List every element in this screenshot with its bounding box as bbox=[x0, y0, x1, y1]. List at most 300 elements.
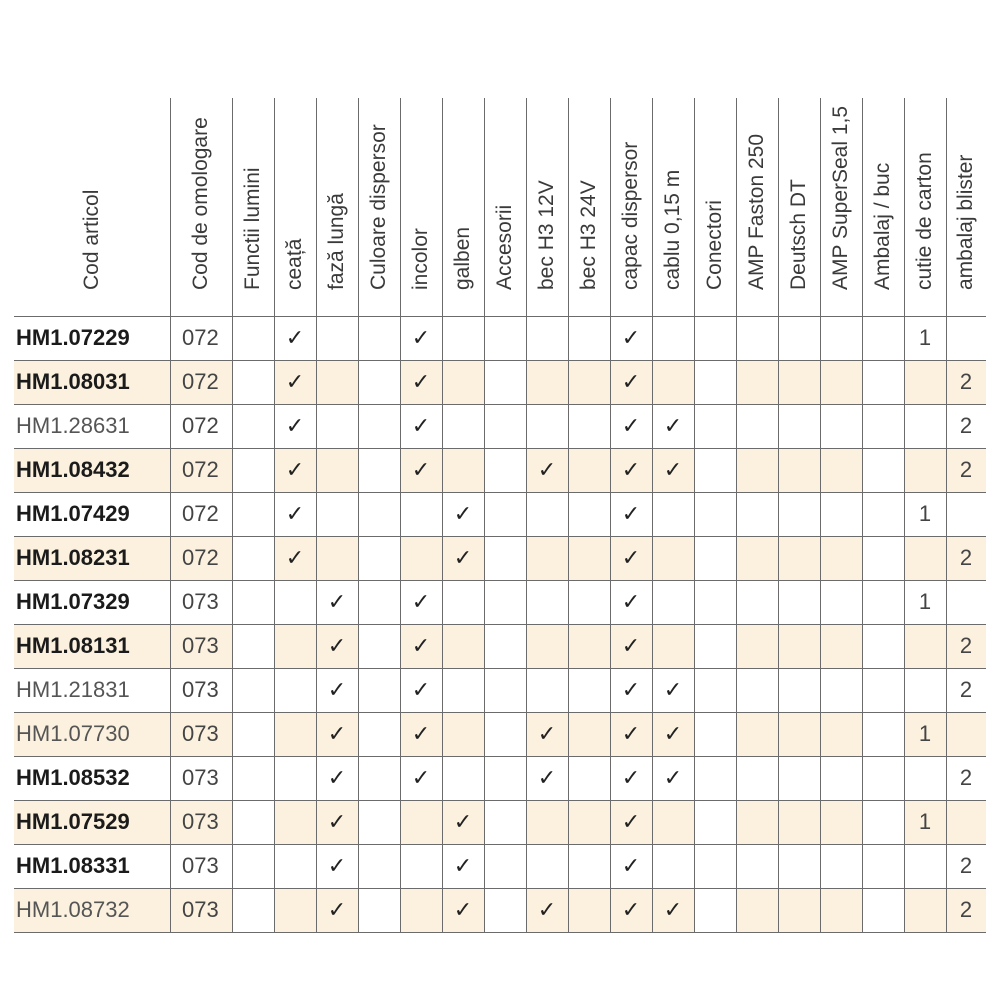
cod-omologare-cell: 072 bbox=[182, 501, 219, 526]
group-separator-cell bbox=[862, 448, 904, 492]
empty-cell bbox=[820, 448, 862, 492]
checkmark-icon: ✓ bbox=[285, 457, 305, 483]
column-divider bbox=[694, 98, 695, 932]
incolor-cell bbox=[400, 800, 442, 844]
incolor-cell bbox=[400, 404, 442, 448]
header-deutsch-label: Deutsch DT bbox=[787, 179, 810, 290]
group-separator-cell bbox=[358, 756, 400, 800]
group-separator-cell bbox=[862, 756, 904, 800]
incolor-cell bbox=[400, 580, 442, 624]
checkmark-icon: ✓ bbox=[621, 501, 641, 527]
header-bec-h3-12v-label: bec H3 12V bbox=[535, 180, 558, 290]
bec24-cell bbox=[568, 756, 610, 800]
incolor-cell bbox=[400, 668, 442, 712]
group-separator-cell bbox=[862, 668, 904, 712]
group-separator-cell bbox=[484, 800, 526, 844]
column-divider bbox=[400, 98, 401, 932]
group-separator-cell bbox=[862, 624, 904, 668]
header-culoare-dispersor-label: Culoare dispersor bbox=[367, 124, 390, 290]
cutie-qty-cell: 1 bbox=[904, 712, 946, 756]
cod-omologare-cell: 072 bbox=[182, 325, 219, 350]
empty-cell bbox=[778, 800, 820, 844]
checkmark-icon: ✓ bbox=[327, 765, 347, 791]
group-separator-cell bbox=[232, 404, 274, 448]
capac-cell bbox=[610, 844, 652, 888]
header-ceata bbox=[274, 98, 316, 316]
cod-omologare-cell: 073 bbox=[182, 853, 219, 878]
capac-cell bbox=[610, 536, 652, 580]
cod-articol-cell: HM1.28631 bbox=[16, 413, 130, 438]
cablu-cell bbox=[652, 668, 694, 712]
bec12-cell bbox=[526, 316, 568, 360]
checkmark-icon: ✓ bbox=[411, 765, 431, 791]
group-separator-cell bbox=[484, 492, 526, 536]
header-deutsch bbox=[778, 98, 820, 316]
blister-qty-cell: 2 bbox=[959, 765, 973, 790]
column-divider bbox=[904, 98, 905, 932]
capac-cell bbox=[610, 800, 652, 844]
checkmark-icon: ✓ bbox=[537, 457, 557, 483]
cutie-qty-cell bbox=[904, 360, 946, 404]
ceata-cell bbox=[274, 844, 316, 888]
faza-cell bbox=[316, 624, 358, 668]
empty-cell bbox=[736, 844, 778, 888]
capac-cell bbox=[610, 316, 652, 360]
blister-qty-cell: 2 bbox=[946, 360, 986, 404]
group-separator-cell bbox=[694, 668, 736, 712]
group-separator-cell bbox=[862, 580, 904, 624]
group-separator-cell bbox=[232, 316, 274, 360]
table-row bbox=[14, 888, 986, 932]
checkmark-icon: ✓ bbox=[621, 325, 641, 351]
empty-cell bbox=[778, 448, 820, 492]
group-separator-cell bbox=[358, 888, 400, 932]
header-galben bbox=[442, 98, 484, 316]
group-separator-cell bbox=[694, 448, 736, 492]
checkmark-icon: ✓ bbox=[453, 501, 473, 527]
bec24-cell bbox=[568, 404, 610, 448]
header-cablu bbox=[652, 98, 694, 316]
cutie-qty-cell bbox=[904, 624, 946, 668]
capac-cell bbox=[610, 756, 652, 800]
ceata-cell bbox=[274, 448, 316, 492]
header-incolor bbox=[400, 98, 442, 316]
empty-cell bbox=[736, 800, 778, 844]
row-divider bbox=[14, 492, 986, 493]
table-row bbox=[14, 316, 986, 360]
column-divider bbox=[484, 98, 485, 932]
empty-cell bbox=[820, 756, 862, 800]
empty-cell bbox=[778, 316, 820, 360]
empty-cell bbox=[778, 580, 820, 624]
incolor-cell bbox=[400, 624, 442, 668]
row-divider bbox=[14, 448, 986, 449]
checkmark-icon: ✓ bbox=[537, 721, 557, 747]
faza-cell bbox=[316, 888, 358, 932]
header-faza-lunga-label: fază lungă bbox=[325, 193, 348, 290]
faza-cell bbox=[316, 360, 358, 404]
empty-cell bbox=[778, 536, 820, 580]
bec12-cell bbox=[526, 712, 568, 756]
column-divider bbox=[568, 98, 569, 932]
group-separator-cell bbox=[232, 712, 274, 756]
checkmark-icon: ✓ bbox=[621, 369, 641, 395]
group-separator-cell bbox=[694, 844, 736, 888]
ceata-cell bbox=[274, 316, 316, 360]
table-row bbox=[14, 580, 986, 624]
galben-cell bbox=[442, 492, 484, 536]
group-separator-cell bbox=[484, 580, 526, 624]
column-divider bbox=[610, 98, 611, 932]
header-bec-h3-24v bbox=[568, 98, 610, 316]
checkmark-icon: ✓ bbox=[285, 369, 305, 395]
table-row bbox=[14, 360, 986, 404]
faza-cell bbox=[316, 404, 358, 448]
cablu-cell bbox=[652, 360, 694, 404]
group-separator-cell bbox=[862, 888, 904, 932]
group-separator-cell bbox=[484, 712, 526, 756]
bec24-cell bbox=[568, 316, 610, 360]
group-separator-cell bbox=[232, 360, 274, 404]
cod-articol-cell: HM1.08031 bbox=[14, 360, 170, 404]
group-separator-cell bbox=[694, 316, 736, 360]
empty-cell bbox=[820, 404, 862, 448]
galben-cell bbox=[442, 624, 484, 668]
bec12-cell bbox=[526, 536, 568, 580]
group-separator-cell bbox=[484, 756, 526, 800]
empty-cell bbox=[736, 492, 778, 536]
group-separator-cell bbox=[694, 360, 736, 404]
galben-cell bbox=[442, 756, 484, 800]
cablu-cell bbox=[652, 712, 694, 756]
faza-cell bbox=[316, 536, 358, 580]
blister-qty-cell: 2 bbox=[946, 624, 986, 668]
cutie-qty-cell bbox=[904, 448, 946, 492]
cod-articol-cell: HM1.21831 bbox=[16, 677, 130, 702]
cod-omologare-cell: 072 bbox=[170, 360, 232, 404]
checkmark-icon: ✓ bbox=[411, 589, 431, 615]
blister-qty-cell: 2 bbox=[959, 853, 973, 878]
cod-articol-cell: HM1.07229 bbox=[16, 325, 130, 350]
incolor-cell bbox=[400, 316, 442, 360]
table-row bbox=[14, 800, 986, 844]
cod-omologare-cell: 073 bbox=[170, 888, 232, 932]
checkmark-icon: ✓ bbox=[285, 413, 305, 439]
ceata-cell bbox=[274, 360, 316, 404]
faza-cell bbox=[316, 668, 358, 712]
checkmark-icon: ✓ bbox=[621, 677, 641, 703]
group-separator-cell bbox=[694, 580, 736, 624]
cod-omologare-cell: 073 bbox=[182, 589, 219, 614]
cutie-qty-cell: 1 bbox=[918, 325, 932, 350]
checkmark-icon: ✓ bbox=[621, 545, 641, 571]
empty-cell bbox=[778, 668, 820, 712]
group-separator-cell bbox=[232, 888, 274, 932]
blister-qty-cell bbox=[946, 580, 986, 624]
checkmark-icon: ✓ bbox=[411, 633, 431, 659]
capac-cell bbox=[610, 492, 652, 536]
group-separator-cell bbox=[484, 888, 526, 932]
group-separator-cell bbox=[862, 536, 904, 580]
group-separator-cell bbox=[232, 448, 274, 492]
checkmark-icon: ✓ bbox=[453, 897, 473, 923]
header-cutie-carton bbox=[904, 98, 946, 316]
header-amp-faston-label: AMP Faston 250 bbox=[745, 133, 768, 290]
group-separator-cell bbox=[694, 624, 736, 668]
column-divider bbox=[274, 98, 275, 932]
group-separator-cell bbox=[358, 668, 400, 712]
empty-cell bbox=[736, 756, 778, 800]
cablu-cell bbox=[652, 404, 694, 448]
cutie-qty-cell bbox=[904, 756, 946, 800]
checkmark-icon: ✓ bbox=[537, 897, 557, 923]
table-row bbox=[14, 712, 986, 756]
empty-cell bbox=[820, 492, 862, 536]
header-culoare-dispersor bbox=[358, 98, 400, 316]
cod-articol-cell: HM1.07329 bbox=[16, 589, 130, 614]
bec24-cell bbox=[568, 536, 610, 580]
group-separator-cell bbox=[484, 536, 526, 580]
table-row bbox=[14, 404, 986, 448]
row-divider bbox=[14, 316, 986, 317]
empty-cell bbox=[820, 844, 862, 888]
group-separator-cell bbox=[862, 360, 904, 404]
column-divider bbox=[946, 98, 947, 932]
bec24-cell bbox=[568, 448, 610, 492]
row-divider bbox=[14, 536, 986, 537]
checkmark-icon: ✓ bbox=[621, 809, 641, 835]
faza-cell bbox=[316, 448, 358, 492]
header-cod-articol-label: Cod articol bbox=[80, 189, 103, 290]
bec12-cell bbox=[526, 668, 568, 712]
galben-cell bbox=[442, 448, 484, 492]
checkmark-icon: ✓ bbox=[663, 897, 683, 923]
row-divider bbox=[14, 668, 986, 669]
row-divider bbox=[14, 932, 986, 933]
cod-omologare-cell: 072 bbox=[170, 536, 232, 580]
empty-cell bbox=[736, 404, 778, 448]
column-divider bbox=[736, 98, 737, 932]
empty-cell bbox=[778, 624, 820, 668]
incolor-cell bbox=[400, 492, 442, 536]
empty-cell bbox=[820, 536, 862, 580]
group-separator-cell bbox=[862, 844, 904, 888]
empty-cell bbox=[778, 492, 820, 536]
cod-omologare-cell: 073 bbox=[170, 624, 232, 668]
ceata-cell bbox=[274, 492, 316, 536]
checkmark-icon: ✓ bbox=[327, 633, 347, 659]
header-galben-label: galben bbox=[451, 226, 474, 290]
header-cablu-label: cablu 0,15 m bbox=[661, 169, 684, 290]
cod-omologare-cell: 073 bbox=[170, 712, 232, 756]
cod-omologare-cell: 072 bbox=[170, 448, 232, 492]
row-divider bbox=[14, 844, 986, 845]
header-accesorii bbox=[484, 98, 526, 316]
blister-qty-cell: 2 bbox=[946, 536, 986, 580]
incolor-cell bbox=[400, 448, 442, 492]
group-separator-cell bbox=[232, 536, 274, 580]
galben-cell bbox=[442, 536, 484, 580]
cod-omologare-cell: 073 bbox=[182, 677, 219, 702]
header-conectori-label: Conectori bbox=[703, 200, 726, 290]
table-row bbox=[14, 756, 986, 800]
checkmark-icon: ✓ bbox=[663, 721, 683, 747]
checkmark-icon: ✓ bbox=[327, 589, 347, 615]
faza-cell bbox=[316, 712, 358, 756]
incolor-cell bbox=[400, 756, 442, 800]
empty-cell bbox=[820, 316, 862, 360]
checkmark-icon: ✓ bbox=[537, 765, 557, 791]
empty-cell bbox=[778, 844, 820, 888]
bec24-cell bbox=[568, 580, 610, 624]
header-accesorii-label: Accesorii bbox=[493, 204, 516, 290]
faza-cell bbox=[316, 844, 358, 888]
galben-cell bbox=[442, 888, 484, 932]
group-separator-cell bbox=[694, 888, 736, 932]
cod-omologare-cell: 073 bbox=[182, 765, 219, 790]
incolor-cell bbox=[400, 536, 442, 580]
header-faza-lunga bbox=[316, 98, 358, 316]
faza-cell bbox=[316, 580, 358, 624]
faza-cell bbox=[316, 800, 358, 844]
checkmark-icon: ✓ bbox=[621, 721, 641, 747]
header-cod-omologare-label: Cod de omologare bbox=[189, 117, 212, 290]
bec24-cell bbox=[568, 624, 610, 668]
bec24-cell bbox=[568, 360, 610, 404]
empty-cell bbox=[736, 360, 778, 404]
capac-cell bbox=[610, 624, 652, 668]
ceata-cell bbox=[274, 404, 316, 448]
header-bec-h3-24v-label: bec H3 24V bbox=[577, 180, 600, 290]
cutie-qty-cell: 1 bbox=[918, 589, 932, 614]
empty-cell bbox=[820, 800, 862, 844]
capac-cell bbox=[610, 360, 652, 404]
cutie-qty-cell: 1 bbox=[904, 800, 946, 844]
group-separator-cell bbox=[694, 404, 736, 448]
cod-omologare-cell: 073 bbox=[170, 800, 232, 844]
bec12-cell bbox=[526, 624, 568, 668]
cod-articol-cell: HM1.08131 bbox=[14, 624, 170, 668]
empty-cell bbox=[736, 712, 778, 756]
row-divider bbox=[14, 624, 986, 625]
incolor-cell bbox=[400, 888, 442, 932]
group-separator-cell bbox=[484, 404, 526, 448]
group-separator-cell bbox=[484, 624, 526, 668]
checkmark-icon: ✓ bbox=[621, 589, 641, 615]
ceata-cell bbox=[274, 624, 316, 668]
cablu-cell bbox=[652, 536, 694, 580]
group-separator-cell bbox=[358, 712, 400, 756]
incolor-cell bbox=[400, 712, 442, 756]
ceata-cell bbox=[274, 756, 316, 800]
group-separator-cell bbox=[694, 536, 736, 580]
faza-cell bbox=[316, 756, 358, 800]
bec24-cell bbox=[568, 492, 610, 536]
cutie-qty-cell bbox=[904, 888, 946, 932]
empty-cell bbox=[778, 756, 820, 800]
group-separator-cell bbox=[358, 448, 400, 492]
cod-omologare-cell: 072 bbox=[182, 413, 219, 438]
empty-cell bbox=[736, 316, 778, 360]
bec24-cell bbox=[568, 844, 610, 888]
checkmark-icon: ✓ bbox=[663, 457, 683, 483]
cablu-cell bbox=[652, 800, 694, 844]
table-row bbox=[14, 492, 986, 536]
cod-articol-cell: HM1.08331 bbox=[16, 853, 130, 878]
blister-qty-cell bbox=[946, 316, 986, 360]
group-separator-cell bbox=[358, 404, 400, 448]
group-separator-cell bbox=[862, 316, 904, 360]
cod-articol-cell: HM1.07529 bbox=[14, 800, 170, 844]
capac-cell bbox=[610, 448, 652, 492]
empty-cell bbox=[820, 360, 862, 404]
group-separator-cell bbox=[358, 492, 400, 536]
cod-articol-cell: HM1.08432 bbox=[14, 448, 170, 492]
blister-qty-cell: 2 bbox=[959, 413, 973, 438]
galben-cell bbox=[442, 712, 484, 756]
header-cod-omologare bbox=[170, 98, 232, 316]
column-divider bbox=[862, 98, 863, 932]
checkmark-icon: ✓ bbox=[453, 809, 473, 835]
group-separator-cell bbox=[694, 492, 736, 536]
capac-cell bbox=[610, 580, 652, 624]
header-cutie-carton-label: cutie de carton bbox=[913, 152, 936, 290]
row-divider bbox=[14, 756, 986, 757]
group-separator-cell bbox=[232, 844, 274, 888]
ceata-cell bbox=[274, 580, 316, 624]
faza-cell bbox=[316, 316, 358, 360]
group-separator-cell bbox=[358, 800, 400, 844]
bec12-cell bbox=[526, 800, 568, 844]
checkmark-icon: ✓ bbox=[621, 633, 641, 659]
header-capac-dispersor-label: capac dispersor bbox=[619, 141, 642, 290]
ceata-cell bbox=[274, 536, 316, 580]
table-row bbox=[14, 448, 986, 492]
blister-qty-cell: 2 bbox=[959, 677, 973, 702]
checkmark-icon: ✓ bbox=[411, 721, 431, 747]
group-separator-cell bbox=[232, 800, 274, 844]
blister-qty-cell bbox=[946, 712, 986, 756]
checkmark-icon: ✓ bbox=[663, 677, 683, 703]
column-divider bbox=[442, 98, 443, 932]
capac-cell bbox=[610, 668, 652, 712]
header-capac-dispersor bbox=[610, 98, 652, 316]
row-divider bbox=[14, 800, 986, 801]
table-row bbox=[14, 668, 986, 712]
checkmark-icon: ✓ bbox=[327, 721, 347, 747]
incolor-cell bbox=[400, 360, 442, 404]
group-separator-cell bbox=[694, 756, 736, 800]
column-divider bbox=[778, 98, 779, 932]
empty-cell bbox=[820, 712, 862, 756]
empty-cell bbox=[778, 712, 820, 756]
bec12-cell bbox=[526, 404, 568, 448]
galben-cell bbox=[442, 316, 484, 360]
checkmark-icon: ✓ bbox=[411, 325, 431, 351]
bec12-cell bbox=[526, 580, 568, 624]
header-bec-h3-12v bbox=[526, 98, 568, 316]
group-separator-cell bbox=[358, 844, 400, 888]
cutie-qty-cell: 1 bbox=[918, 501, 932, 526]
ceata-cell bbox=[274, 668, 316, 712]
group-separator-cell bbox=[232, 580, 274, 624]
header-conectori bbox=[694, 98, 736, 316]
table-row bbox=[14, 624, 986, 668]
empty-cell bbox=[736, 536, 778, 580]
cablu-cell bbox=[652, 316, 694, 360]
header-ambalaj-blister-label: ambalaj blister bbox=[954, 154, 977, 290]
bec24-cell bbox=[568, 800, 610, 844]
